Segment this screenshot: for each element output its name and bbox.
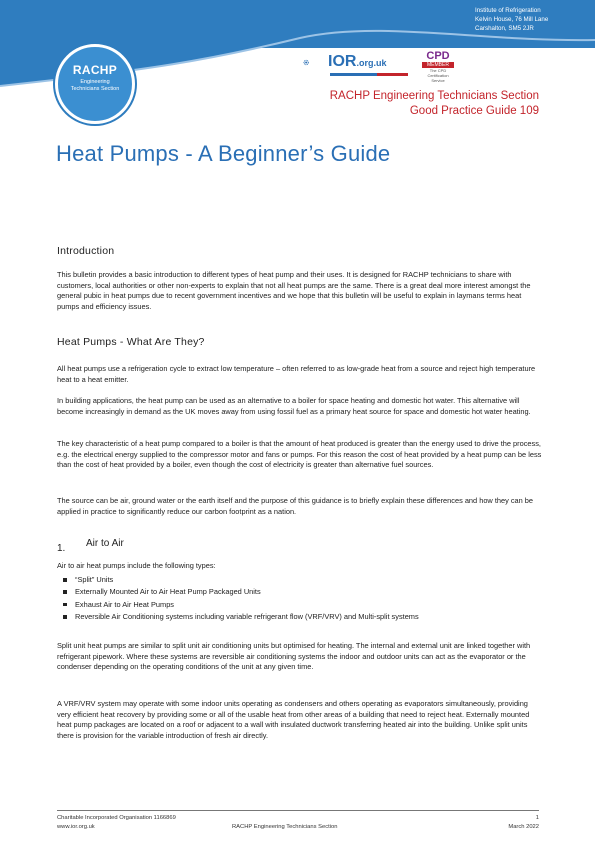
air-paragraph-1: Split unit heat pumps are similar to split unit air conditioning units but optimised for heating. The internal and external unit are linked together with refrigerant pipework. Where these systems are reversible air conditioning systems the indoor and outdoor units can act as the evaporator or the condenser depending on the operating conditions of the unit at any given time. [57,641,531,671]
what-paragraph-1: All heat pumps use a refrigeration cycle to extract low temperature – often referred to as low-grade heat from a source and reject high temperature heat to a heat emitter. [57,364,536,384]
section-number: 1. [57,543,66,554]
guide-number: Good Practice Guide 109 [409,105,539,117]
badge-subtitle: Engineering Technicians Section [70,79,120,92]
address-line: Carshalton, SM5 2JR [475,25,534,32]
footer-website: www.ior.org.uk [57,824,95,830]
footer-divider [57,810,539,811]
address-line: Kelvin House, 76 Mill Lane [475,16,549,23]
page-title: Heat Pumps - A Beginner’s Guide [56,141,391,166]
cpd-text: CPD [426,50,450,62]
ior-logo-text: IOR [328,53,357,70]
cpd-member: MEMBER [422,62,454,68]
list-item: Reversible Air Conditioning systems including variable refrigerant flow (VRF/VRV) and Multi-split systems [60,611,546,623]
air-heading-text: Air to Air [86,538,124,549]
what-heading: Heat Pumps - What Are They? [57,336,205,348]
ior-logo-suffix: .org.uk [356,58,387,68]
what-heading-wrap [57,336,543,348]
air-lead-text: Air to air heat pumps include the following types: [57,561,216,570]
what-paragraph-2: In building applications, the heat pump can be used as an alternative to a boiler for space heating and domestic hot water. This alternative will become increasingly in demand as the UK moves away from using fossil fuel as a primary heat source for space and domestic hot water heating. [57,396,531,416]
what-paragraph-3: The key characteristic of a heat pump compared to a boiler is that the amount of heat produced is greater than the energy used to drive the process, e.g. the electrical energy supplied to the compressor motor and fans or pumps. For this reason the cost of heat provided by a heat pump can be less than the cost of heat provided by a boiler, even though the cost of electricity is greater than alternative fuel sources. [57,439,542,469]
air-paragraph [57,699,543,741]
air-types-list [60,574,546,624]
what-paragraph [57,364,543,385]
intro-section [57,270,543,312]
cpd-member-logo [422,50,454,83]
ior-logo [328,53,386,71]
ior-gear-icon [303,50,329,76]
list-item: “Split” Units [60,574,546,586]
section-name: RACHP Engineering Technicians Section [329,90,539,102]
what-paragraph [57,496,543,517]
what-paragraph-4: The source can be air, ground water or the earth itself and the purpose of this guidance is to briefly explain these differences and how they can be applied in practice to significantly reduce our carbon footprint as a nation. [57,496,534,516]
footer-charity: Charitable Incorporated Organisation 1166869 [57,815,176,821]
address-line: Institute of Refrigeration [475,7,541,14]
page-number: 1 [535,815,539,821]
air-paragraph [57,641,543,673]
what-paragraph [57,439,543,471]
air-heading [57,538,543,556]
what-paragraph [57,396,543,417]
list-item: Exhaust Air to Air Heat Pumps [60,599,546,611]
institute-address [475,6,585,33]
badge-title: RACHP [72,63,118,77]
air-paragraph-2: A VRF/VRV system may operate with some indoor units operating as condensers and others operating as evaporators simultaneously, providing very efficient heat recovery by providing some or all of the usable heat from other areas of a building that need to reject heat. Externally mounted heat pump packages are located on a roof or adjacent to a wall with insulated ductwork transferring heated air into the building. Unlike split units there is provision for the variable introduction of fresh air directly. [57,699,530,740]
air-lead [57,561,543,572]
intro-paragraph: This bulletin provides a basic introduction to different types of heat pump and their uses. It is designed for RACHP technicians to share with customers, local authorities or other non-experts to explain that not all heat pumps are the same. There is a great deal more interest amongst the general pubic in heat pumps due to recent government incentives and we hope that this bulletin will be useful to explain in laymans terms heat pumps and efficiency issues. [57,270,531,311]
cpd-sub: The CPD Certification Service [427,68,449,83]
intro-heading: Introduction [57,245,115,257]
ior-logo-stripe [330,73,408,76]
list-item: Externally Mounted Air to Air Heat Pump Packaged Units [60,586,546,598]
footer-center: RACHP Engineering Technicians Section [232,824,338,830]
footer-date: March 2022 [508,824,539,830]
intro-heading-wrap [57,245,543,257]
rachp-badge-logo [55,44,135,124]
